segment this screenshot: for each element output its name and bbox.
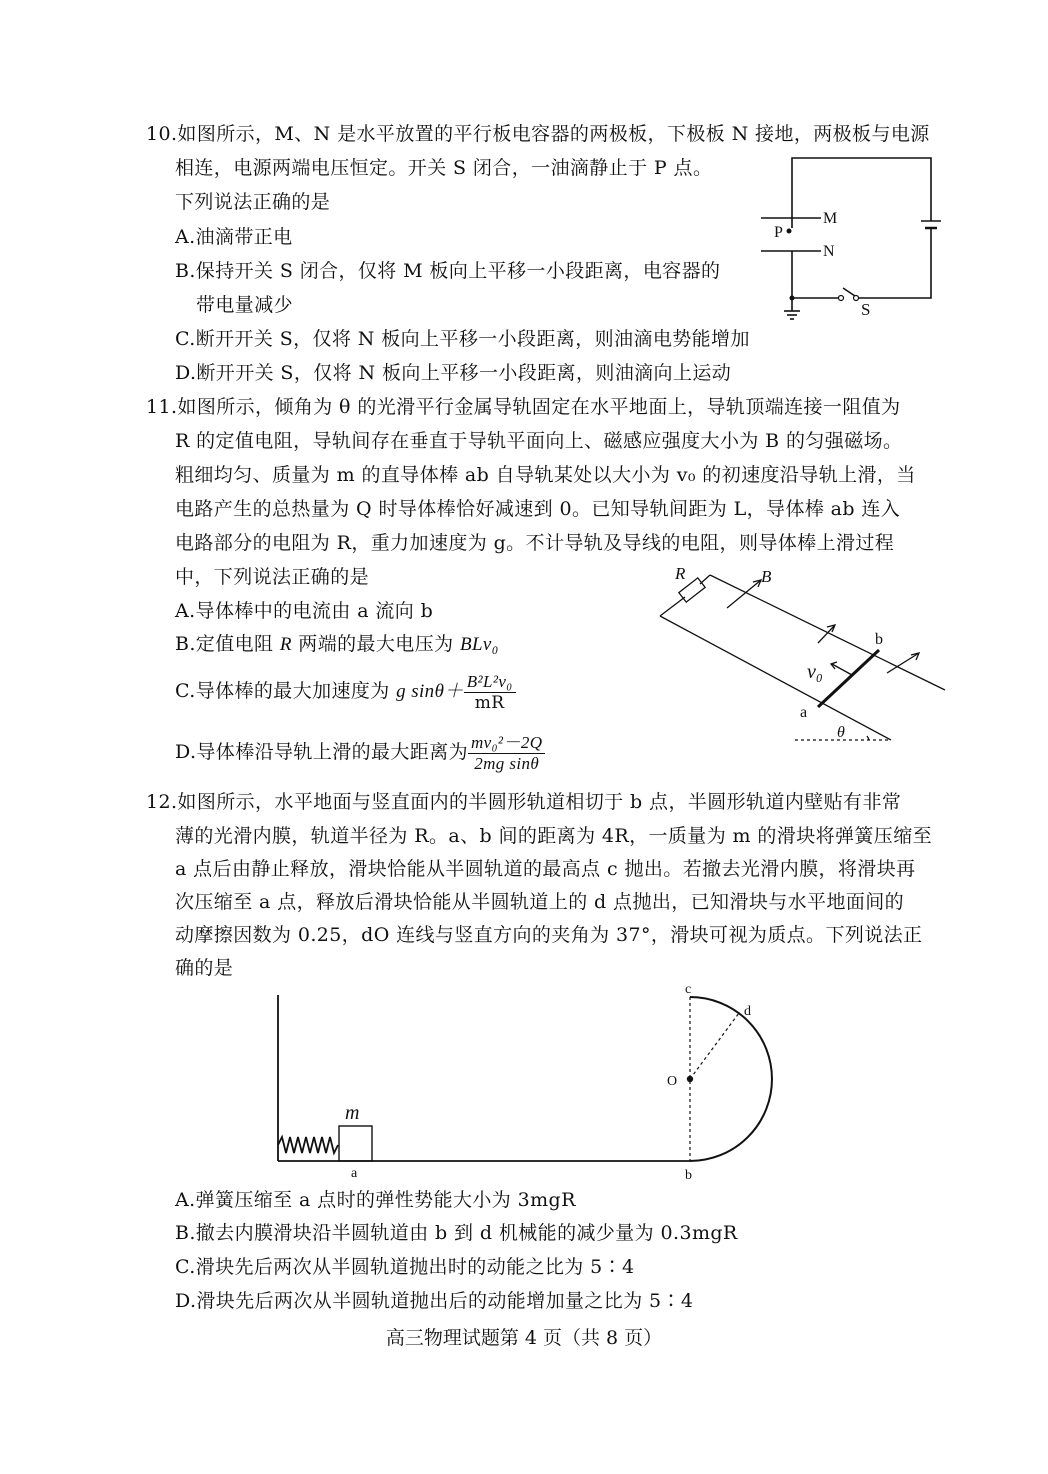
label-a: a (351, 1166, 358, 1181)
q11-b-mid: 两端的最大电压为 (291, 633, 460, 655)
label-r: R (675, 564, 686, 583)
q11-c-g: g sinθ＋ (396, 681, 464, 702)
q12-line-1: 12.如图所示，水平地面与竖直面内的半圆形轨道相切于 b 点，半圆形轨道内壁贴有非常 (146, 791, 902, 813)
q10-capacitor-circuit-figure (755, 155, 945, 330)
q11-c-denominator: mR (474, 692, 505, 713)
q12-line-2: 薄的光滑内膜，轨道半径为 R。a、b 间的距离为 4R，一质量为 m 的滑块将弹簧压缩至 (175, 825, 933, 847)
q11-d-prefix: D.导体棒沿导轨上滑的最大距离为 (175, 741, 468, 763)
q12-option-a: A.弹簧压缩至 a 点时的弹性势能大小为 3mgR (175, 1189, 576, 1211)
q10-line-3: 下列说法正确的是 (175, 191, 331, 213)
q12-line-4: 次压缩至 a 点，释放后滑块恰能从半圆轨道上的 d 点抛出，已知滑块与水平地面间的 (175, 891, 905, 913)
q11-d-fraction (468, 733, 545, 774)
q11-option-d (175, 731, 545, 774)
label-d: d (744, 1004, 751, 1019)
q11-c-prefix: C.导体棒的最大加速度为 (175, 680, 397, 702)
q12-line-6: 确的是 (175, 957, 234, 979)
q11-d-numerator: mv₀²－2Q (468, 733, 545, 754)
label-m: M (823, 210, 838, 227)
label-a: a (800, 704, 808, 721)
q10-option-b-cont: 带电量减少 (196, 294, 294, 316)
label-b: b (875, 631, 883, 648)
q10-option-d: D.断开开关 S，仅将 N 板向上平移一小段距离，则油滴向上运动 (175, 362, 732, 384)
q11-b-prefix: B.定值电阻 (175, 633, 280, 655)
q11-option-c (175, 670, 516, 713)
label-theta: θ (837, 724, 845, 741)
label-p: P (774, 224, 783, 241)
label-v0: v₀ (807, 661, 823, 683)
q12-line-5: 动摩擦因数为 0.25，dO 连线与竖直方向的夹角为 37°，滑块可视为质点。下列说法正 (175, 924, 923, 946)
label-b: b (685, 1168, 692, 1183)
q11-line-4: 电路产生的总热量为 Q 时导体棒恰好减速到 0。已知导轨间距为 L，导体棒 ab 连入 (175, 498, 901, 520)
q11-line-1: 11.如图所示，倾角为 θ 的光滑平行金属导轨固定在水平地面上，导轨顶端连接一阻值为 (146, 396, 901, 418)
q11-b-r: R (279, 634, 292, 655)
q11-option-a: A.导体棒中的电流由 a 流向 b (175, 600, 434, 622)
label-o: O (667, 1074, 678, 1089)
q11-d-denominator: 2mg sinθ (474, 753, 540, 773)
q11-c-fraction (464, 672, 516, 713)
q10-line-1: 10.如图所示，M、N 是水平放置的平行板电容器的两极板，下极板 N 接地，两极板与电源 (146, 123, 930, 145)
q11-c-numerator: B²L²v₀ (464, 672, 516, 693)
q11-inclined-rails-figure (655, 560, 955, 750)
q11-line-5: 电路部分的电阻为 R，重力加速度为 g。不计导轨及导线的电阻，则导体棒上滑过程 (175, 532, 895, 554)
label-s: S (861, 300, 871, 319)
label-b-field: B (761, 567, 772, 586)
q12-option-b: B.撤去内膜滑块沿半圆轨道由 b 到 d 机械能的减少量为 0.3mgR (175, 1222, 738, 1244)
q12-line-3: a 点后由静止释放，滑块恰能从半圆轨道的最高点 c 抛出。若撤去光滑内膜，将滑块再 (175, 858, 916, 880)
q11-line-3: 粗细均匀、质量为 m 的直导体棒 ab 自导轨某处以大小为 v₀ 的初速度沿导轨上滑，当 (175, 464, 916, 486)
q12-option-d: D.滑块先后两次从半圆轨道抛出后的动能增加量之比为 5∶4 (175, 1290, 694, 1312)
label-c: c (685, 982, 692, 997)
page-footer: 高三物理试题第 4 页（共 8 页） (385, 1327, 663, 1349)
label-mass: m (345, 1102, 360, 1124)
q10-option-b: B.保持开关 S 闭合，仅将 M 板向上平移一小段距离，电容器的 (175, 260, 721, 282)
label-n: N (823, 243, 835, 260)
q10-option-a: A.油滴带正电 (175, 226, 293, 248)
q11-option-b (175, 632, 499, 657)
q10-option-c: C.断开开关 S，仅将 N 板向上平移一小段距离，则油滴电势能增加 (175, 328, 750, 350)
q12-option-c: C.滑块先后两次从半圆轨道抛出时的动能之比为 5∶4 (175, 1256, 635, 1278)
q11-line-6: 中，下列说法正确的是 (175, 566, 370, 588)
q11-line-2: R 的定值电阻，导轨间存在垂直于导轨平面向上、磁感应强度大小为 B 的匀强磁场。 (175, 430, 903, 452)
q10-line-2: 相连，电源两端电压恒定。开关 S 闭合，一油滴静止于 P 点。 (175, 157, 713, 179)
q11-b-value: BLv₀ (459, 634, 499, 655)
q12-semicircle-track-figure (270, 982, 790, 1185)
